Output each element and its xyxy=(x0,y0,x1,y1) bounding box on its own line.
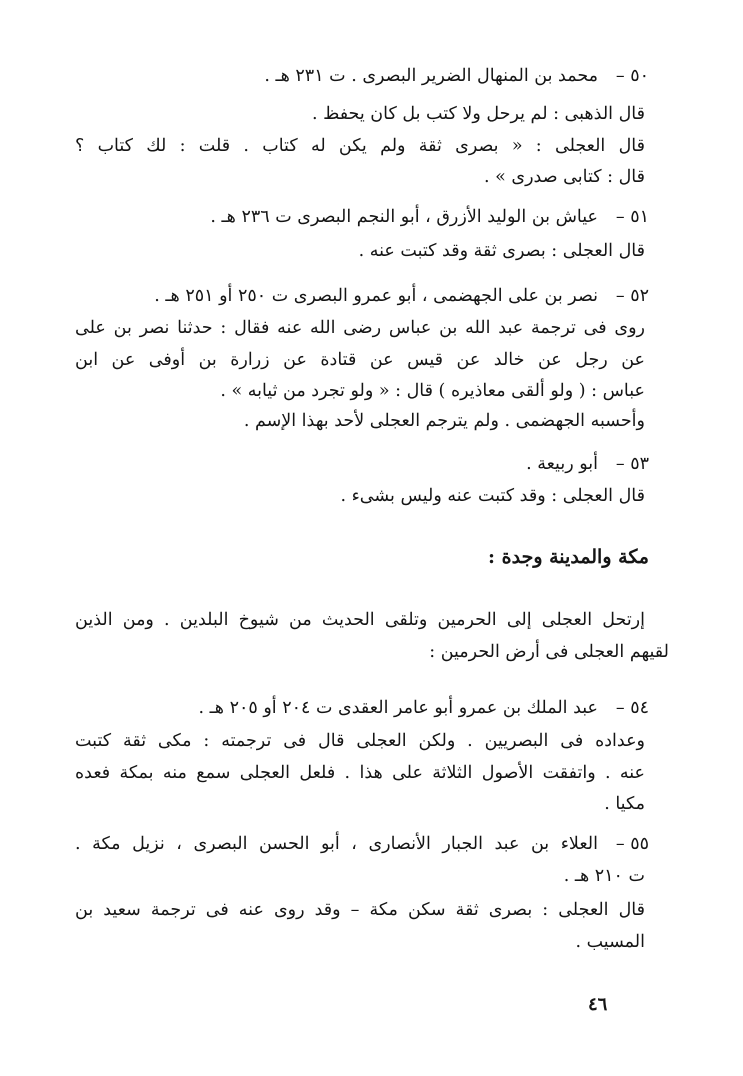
entry-line: وأحسبه الجهضمى . ولم يترجم العجلى لأحد بهذا الإسم . xyxy=(243,411,645,431)
entry-number: ٥٥ – xyxy=(615,834,649,854)
intro-line: لقيهم العجلى فى أرض الحرمين : xyxy=(429,642,669,662)
entry-line: قال العجلى : وقد كتبت عنه وليس بشىء . xyxy=(340,486,645,506)
page-number: ٤٦ xyxy=(588,994,608,1015)
entry-number: ٥٤ – xyxy=(615,698,649,718)
entry-line: قال العجلى : « بصرى ثقة ولم يكن له كتاب . قلت : لك كتاب ؟ xyxy=(75,136,645,156)
entry-line: نصر بن على الجهضمى ، أبو عمرو البصرى ت ٢٥٠ أو ٢٥١ هـ . xyxy=(154,286,598,306)
intro-line: إرتحل العجلى إلى الحرمين وتلقى الحديث من شيوخ البلدين . ومن الذين xyxy=(75,610,645,630)
entry-line: محمد بن المنهال الضرير البصرى . ت ٢٣١ هـ . xyxy=(264,66,598,86)
entry-line: قال الذهبى : لم يرحل ولا كتب بل كان يحفظ . xyxy=(311,104,645,124)
entry-line: وعداده فى البصريين . ولكن العجلى قال فى ترجمته : مكى ثقة كتبت xyxy=(75,731,645,751)
entry-line: العلاء بن عبد الجبار الأنصارى ، أبو الحسن البصرى ، نزيل مكة . xyxy=(75,834,598,854)
entry-line: ت ٢١٠ هـ . xyxy=(563,866,645,886)
entry-number: ٥٢ – xyxy=(615,286,649,306)
entry-line: عن رجل عن خالد عن قيس عن قتادة عن زرارة بن أوفى عن ابن xyxy=(75,350,645,370)
entry-line: قال : كتابى صدرى » . xyxy=(484,167,645,187)
entry-line: عبد الملك بن عمرو أبو عامر العقدى ت ٢٠٤ أو ٢٠٥ هـ . xyxy=(198,698,598,718)
section-heading: مكة والمدينة وجدة : xyxy=(488,546,649,568)
entry-number: ٥٣ – xyxy=(615,454,649,474)
entry-line: عنه . واتفقت الأصول الثلاثة على هذا . فلعل العجلى سمع منه بمكة فعده xyxy=(75,763,645,783)
entry-line: أبو ربيعة . xyxy=(526,454,598,474)
entry-line: عياش بن الوليد الأزرق ، أبو النجم البصرى ت ٢٣٦ هـ . xyxy=(210,207,598,227)
entry-line: مكيا . xyxy=(604,794,645,814)
entry-number: ٥٠ – xyxy=(615,66,649,86)
entry-line: المسيب . xyxy=(575,932,645,952)
entry-line: قال العجلى : بصرى ثقة سكن مكة – وقد روى عنه فى ترجمة سعيد بن xyxy=(75,900,645,920)
entry-line: عباس : ( ولو ألقى معاذيره ) قال : « ولو تجرد من ثيابه » . xyxy=(220,381,645,401)
entry-number: ٥١ – xyxy=(615,207,649,227)
entry-line: روى فى ترجمة عبد الله بن عباس رضى الله عنه فقال : حدثنا نصر بن على xyxy=(75,318,645,338)
entry-line: قال العجلى : بصرى ثقة وقد كتبت عنه . xyxy=(358,241,645,261)
